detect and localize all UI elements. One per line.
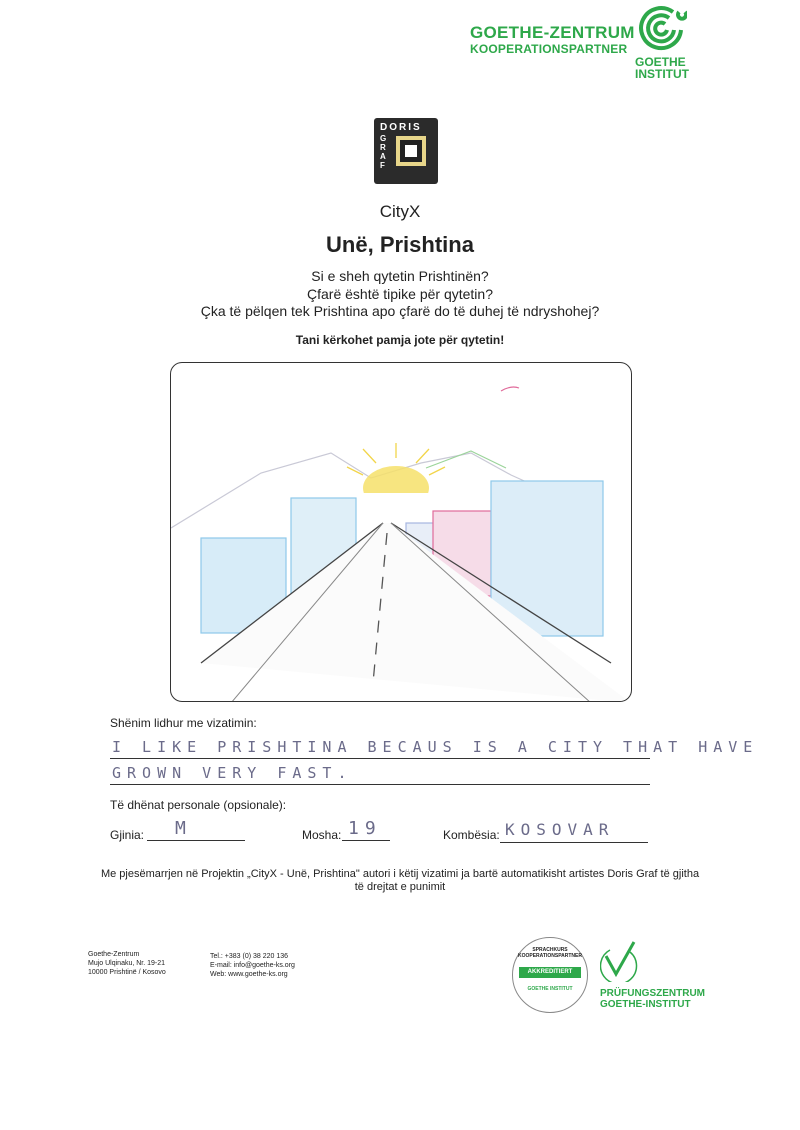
consent-text: Me pjesëmarrjen në Projektin „CityX - Unë, Prishtina" autori i këtij vizatimi ja bartë automatikisht artistes Doris Graf të gjitha të drejtat e punimit (100, 868, 700, 893)
city-drawing (171, 363, 632, 702)
note-underline-1 (110, 758, 650, 759)
pruefungszentrum-text: PRÜFUNGSZENTRUM GOETHE-INSTITUT (600, 988, 705, 1010)
kooperationspartner-text: KOOPERATIONSPARTNER (470, 42, 628, 56)
goethe-spiral-icon (635, 6, 687, 54)
note-label: Shënim lidhur me vizatimin: (110, 716, 257, 730)
akkreditiert-band: AKKREDITIERT (519, 967, 581, 978)
age-value: 19 (348, 818, 382, 839)
doris-graf-logo (374, 118, 438, 184)
age-underline (342, 840, 390, 841)
note-line-2: GROWN VERY FAST. (112, 764, 353, 782)
footer-address: Goethe-Zentrum Mujo Ulqinaku, Nr. 19-21 10000 Prishtinë / Kosovo (88, 951, 166, 976)
question-3: Çka të pëlqen tek Prishtina apo çfarë do të duhej të ndryshohej? (200, 303, 600, 319)
drawing-prompt: Tani kërkohet pamja jote për qytetin! (295, 333, 505, 347)
checkmark-icon (600, 938, 640, 982)
note-line-1: I LIKE PRISHTINA BECAUS IS A CITY THAT HAVE (112, 738, 759, 756)
question-2: Çfarë është tipike për qytetin? (307, 286, 493, 302)
gender-value: M (175, 818, 192, 839)
note-underline-2 (110, 784, 650, 785)
footer-contact: Tel.: +383 (0) 38 220 136 E-mail: info@goethe-ks.org Web: www.goethe-ks.org (210, 953, 295, 978)
goethe-zentrum-logo (470, 24, 790, 84)
personal-data-label: Të dhënat personale (opsionale): (110, 798, 287, 812)
logo-graf-letters: G R A F (380, 134, 387, 170)
question-1: Si e sheh qytetin Prishtinën? (311, 268, 489, 284)
institut-text: INSTITUT (635, 67, 689, 81)
goethe-zentrum-text: GOETHE-ZENTRUM (470, 23, 635, 42)
badge-goethe-text: GOETHE INSTITUT (527, 986, 573, 992)
goethe-text: GOETHE (635, 55, 686, 69)
gender-label: Gjinia: (110, 828, 145, 842)
nationality-underline (500, 842, 648, 843)
nationality-value: KOSOVAR (505, 820, 615, 839)
logo-doris-text: DORIS (380, 122, 422, 133)
akkreditiert-badge: SPRACHKURS KOOPERATIONSPARTNER AKKREDITIERT GOETHE INSTITUT (512, 937, 588, 1013)
gender-underline (147, 840, 245, 841)
age-label: Mosha: (302, 828, 342, 842)
drawing-frame (170, 362, 632, 702)
nationality-label: Kombësia: (443, 828, 500, 842)
page-title: Unë, Prishtina (326, 232, 474, 257)
logo-square-icon (396, 136, 426, 166)
project-name: CityX (379, 202, 421, 221)
